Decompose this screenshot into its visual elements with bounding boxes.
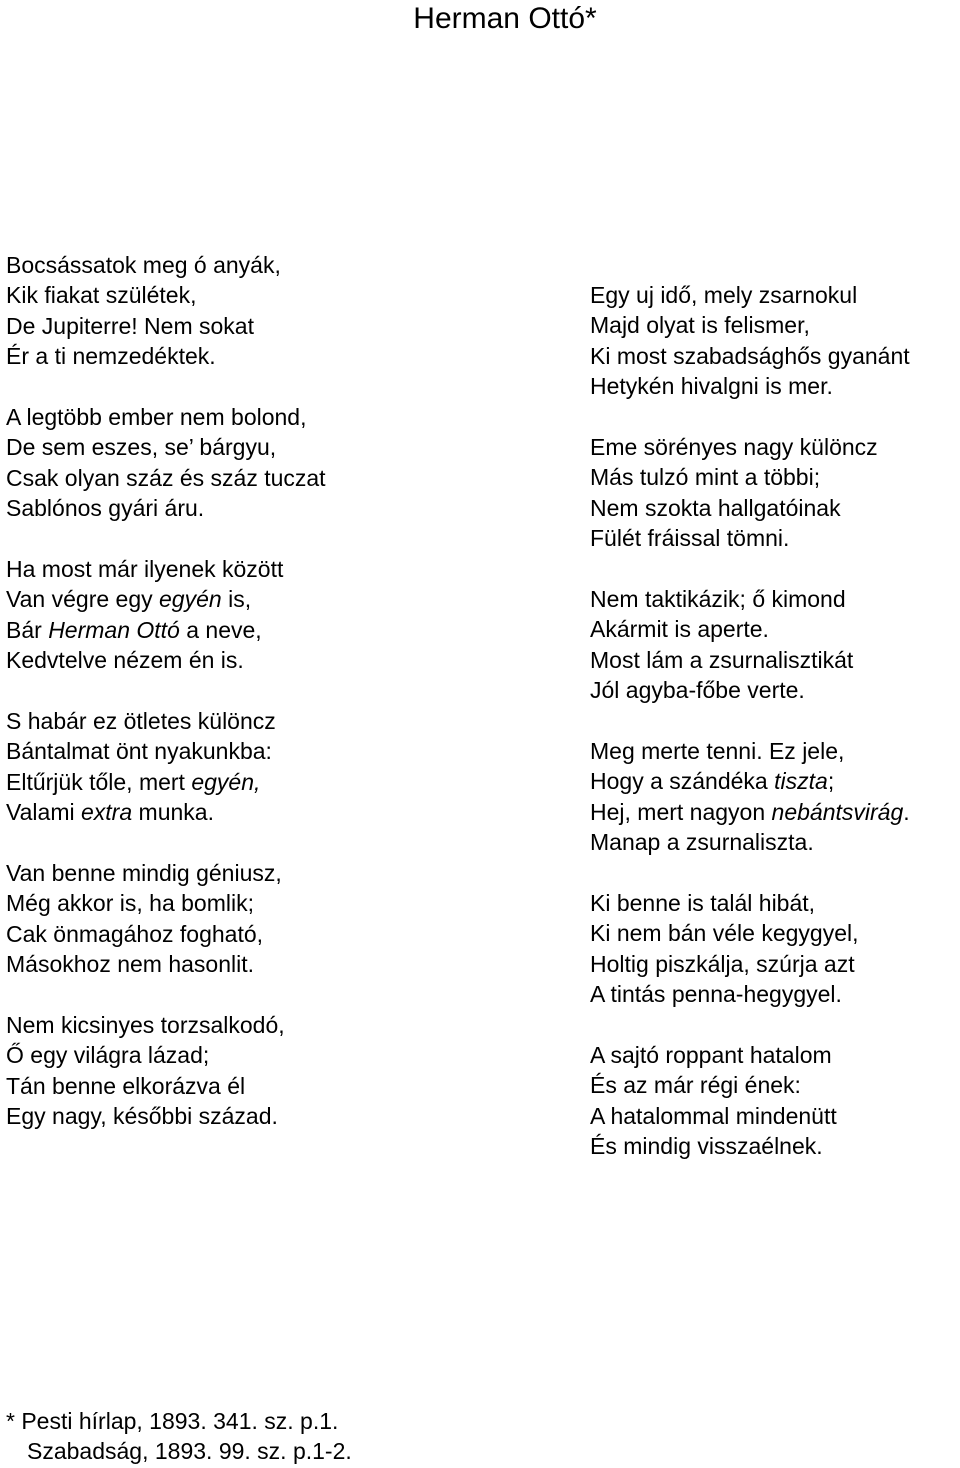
poem-line: Manap a zsurnaliszta. (590, 829, 814, 856)
footnotes (6, 1406, 352, 1466)
stanza (6, 706, 326, 828)
poem-line: Ér a ti nemzedéktek. (6, 343, 216, 370)
right-column (590, 280, 910, 1192)
poem-line: De sem eszes, se’ bárgyu, (6, 434, 277, 461)
poem-line: Ha most már ilyenek között (6, 555, 284, 582)
poem-title: Herman Ottó* (413, 2, 597, 35)
poem-line: Meg merte tenni. Ez jele, (590, 737, 845, 764)
poem-line: Hetykén hivalgni is mer. (590, 373, 833, 400)
poem-line: Majd olyat is felismer, (590, 312, 810, 339)
poem-line: Fülét fráissal tömni. (590, 525, 790, 552)
stanza (590, 736, 910, 858)
poem-line: Bántalmat önt nyakunkba: (6, 738, 272, 765)
poem-line: De Jupiterre! Nem sokat (6, 312, 254, 339)
poem-line: Ki nem bán véle kegygyel, (590, 920, 859, 947)
poem-line: És az már régi ének: (590, 1072, 801, 1099)
stanza (6, 402, 326, 524)
poem-line: Kedvtelve nézem én is. (6, 647, 244, 674)
poem-line: Még akkor is, ha bomlik; (6, 890, 254, 917)
poem-line: Akármit is aperte. (590, 616, 769, 643)
poem-line: Ki most szabadsághős gyanánt (590, 342, 910, 369)
poem-line: Egy nagy, későbbi század. (6, 1102, 278, 1129)
poem-line: És mindig visszaélnek. (590, 1132, 823, 1159)
poem-line: Ki benne is talál hibát, (590, 889, 816, 916)
stanza (590, 432, 910, 554)
poem-line: Nem kicsinyes torzsalkodó, (6, 1011, 285, 1038)
poem-line: Hej, mert nagyon nebántsvirág. (590, 798, 910, 825)
stanza (590, 888, 910, 1010)
stanza (590, 1040, 910, 1162)
poem-line: Nem szokta hallgatóinak (590, 494, 841, 521)
poem-line: Hogy a szándéka tiszta; (590, 768, 835, 795)
poem-line: Ő egy világra lázad; (6, 1042, 210, 1069)
poem-line: Valami extra munka. (6, 799, 214, 826)
poem-line: A legtöbb ember nem bolond, (6, 403, 307, 430)
poem-line: Eme sörényes nagy különcz (590, 433, 878, 460)
stanza (6, 858, 326, 980)
poem-line: Eltűrjük tőle, mert egyén, (6, 768, 261, 795)
poem-line: Most lám a zsurnalisztikát (590, 646, 854, 673)
poem-line: A hatalommal mindenütt (590, 1102, 837, 1129)
stanza (590, 584, 910, 706)
poem-line: Cak önmagához fogható, (6, 920, 264, 947)
poem-line: Egy uj idő, mely zsarnokul (590, 282, 858, 308)
poem-line: Más tulzó mint a többi; (590, 464, 821, 491)
poem-line: A tintás penna-hegygyel. (590, 980, 842, 1007)
poem-line: Tán benne elkorázva él (6, 1072, 246, 1099)
left-column (6, 250, 326, 1162)
poem-line: Van végre egy egyén is, (6, 586, 252, 613)
stanza (590, 280, 910, 402)
poem-line: Bár Herman Ottó a neve, (6, 616, 262, 643)
poem-line: Kik fiakat szülétek, (6, 282, 197, 309)
poem-line: Nem taktikázik; ő kimond (590, 585, 846, 612)
poem-line: Bocsássatok meg ó anyák, (6, 252, 281, 278)
stanza (6, 1010, 326, 1132)
poem-line: A sajtó roppant hatalom (590, 1041, 832, 1068)
footnote-line-1: * Pesti hírlap, 1893. 341. sz. p.1. (6, 1408, 339, 1434)
poem-line: Sablónos gyári áru. (6, 495, 205, 522)
poem-line: Van benne mindig géniusz, (6, 859, 282, 886)
poem-line: Csak olyan száz és száz tuczat (6, 464, 326, 491)
stanza (6, 554, 326, 676)
poem-line: Másokhoz nem hasonlit. (6, 950, 255, 977)
footnote-line-2: Szabadság, 1893. 99. sz. p.1-2. (27, 1438, 352, 1464)
poem-line: Jól agyba-főbe verte. (590, 677, 805, 704)
poem-line: S habár ez ötletes különcz (6, 707, 276, 734)
poem-line: Holtig piszkálja, szúrja azt (590, 950, 855, 977)
stanza (6, 250, 326, 372)
